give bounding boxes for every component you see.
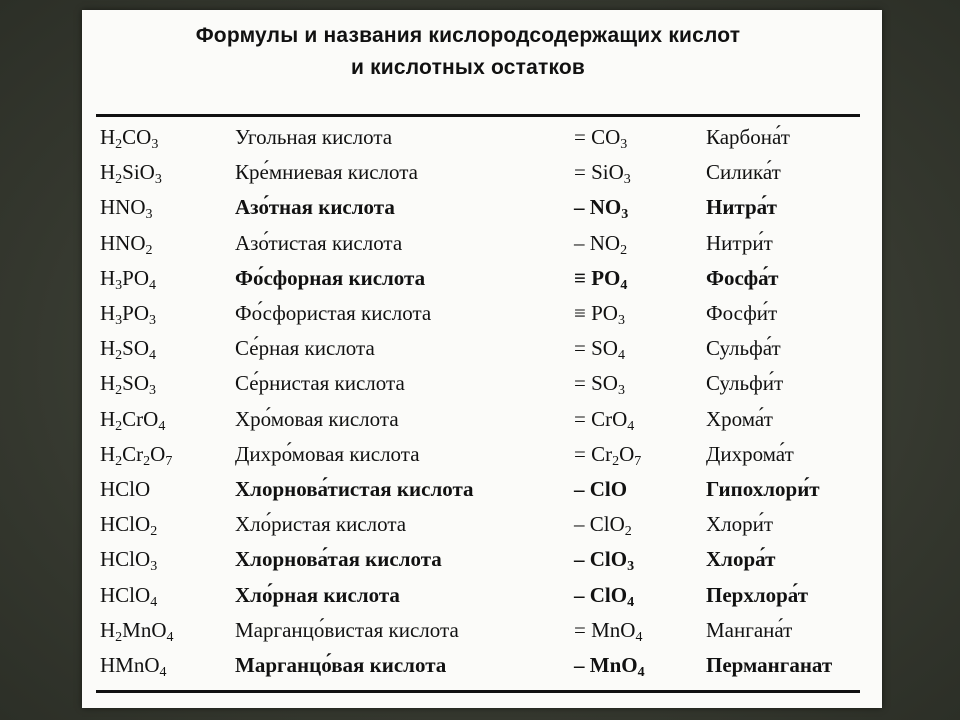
acid-residue: = $Cr_2O_7$ — [574, 441, 642, 469]
table-row — [82, 263, 882, 297]
acid-residue: = $SO_4$ — [574, 336, 625, 364]
acid-formula: $H_2CO_3$ — [100, 125, 159, 152]
acid-name: Фо́сфорная кислота — [235, 265, 426, 290]
acid-name: Хло́ристая кислота — [235, 512, 407, 537]
acid-name: Се́рнистая кислота — [235, 371, 405, 396]
acid-residue: = CrO$_4$ — [574, 406, 635, 434]
acid-formula: HClO$_4$ — [100, 582, 158, 610]
acid-residue: – ClO$_3$ — [574, 547, 635, 575]
acid-residue: – ClO — [574, 477, 628, 501]
acid-residue: ≡ $PO_3$ — [574, 301, 625, 328]
salt-name: Нитра́т — [706, 195, 777, 220]
salt-name: Карбона́т — [706, 125, 790, 149]
acid-name: Марганцо́вая кислота — [235, 653, 447, 677]
acid-name: Хро́мовая кислота — [235, 406, 399, 431]
table-row — [82, 615, 882, 649]
acid-formula: $H_2SO_3$ — [100, 371, 157, 399]
acid-name: Хлорнова́тая кислота — [235, 547, 442, 572]
salt-name: Фосфа́т — [706, 265, 779, 290]
acid-residue: – MnO$_4$ — [574, 653, 645, 680]
acids-table-sheet — [82, 10, 882, 708]
salt-name: Фосфи́т — [706, 301, 778, 325]
table-row — [82, 509, 882, 543]
acid-formula: HClO$_3$ — [100, 547, 158, 575]
salt-name: Дихрома́т — [706, 441, 794, 466]
acid-residue: – ClO$_2$ — [574, 512, 632, 540]
salt-name: Перхлора́т — [706, 582, 809, 607]
acid-name: Дихро́мовая кислота — [235, 441, 420, 466]
acid-name: Азо́тная кислота — [235, 195, 395, 220]
acid-residue: – $NO_3$ — [574, 195, 629, 223]
salt-name: Нитри́т — [706, 230, 773, 255]
table-subtitle: и кислотных остатков — [350, 56, 586, 79]
table-row — [82, 474, 882, 508]
table-row — [82, 298, 882, 332]
acid-residue: – $NO_2$ — [574, 230, 628, 258]
acid-formula: $H_3PO_3$ — [100, 301, 157, 328]
table-row — [82, 333, 882, 367]
table-row — [82, 192, 882, 226]
acid-formula: $H_3PO_4$ — [100, 265, 157, 293]
acid-residue: = MnO$_4$ — [574, 617, 643, 645]
acid-name: Марганцо́вистая кислота — [235, 617, 459, 642]
acid-formula: HClO — [100, 477, 151, 501]
acid-name: Угольная кислота — [235, 125, 393, 149]
table-row — [82, 544, 882, 578]
acid-residue: – ClO$_4$ — [574, 582, 635, 610]
salt-name: Перманганат — [706, 653, 833, 677]
table-row — [82, 404, 882, 438]
acid-residue: = SiO$_3$ — [574, 160, 631, 188]
acid-name: Азо́тистая кислота — [235, 230, 403, 255]
table-row — [82, 122, 882, 156]
table-row — [82, 650, 882, 684]
acid-formula: $H_2SO_4$ — [100, 336, 157, 364]
salt-name: Хрома́т — [706, 406, 773, 431]
salt-name: Гипохлори́т — [706, 477, 820, 501]
salt-name: Силика́т — [706, 160, 781, 185]
acid-formula: $HNO_3$ — [100, 195, 153, 223]
salt-name: Хлори́т — [706, 512, 774, 537]
acid-name: Хло́рная кислота — [235, 582, 400, 607]
acid-formula: $H_2CrO_4$ — [100, 406, 166, 434]
acid-formula: $HNO_2$ — [100, 230, 153, 258]
salt-name: Мангана́т — [706, 617, 793, 642]
acid-formula: HMnO$_4$ — [100, 653, 167, 680]
acid-formula: $H_2Cr_2O_7$ — [100, 441, 173, 469]
table-row — [82, 368, 882, 402]
acid-name: Се́рная кислота — [235, 336, 375, 361]
table-row — [82, 228, 882, 262]
table-title: Формулы и названия кислородсодержащих кислот — [195, 24, 741, 47]
salt-name: Сульфи́т — [706, 371, 784, 396]
acid-residue: = $CO_3$ — [574, 125, 628, 152]
acid-name: Хлорнова́тистая кислота — [235, 477, 474, 501]
acid-residue: ≡ $PO_4$ — [574, 265, 628, 293]
top-rule — [96, 114, 860, 117]
acid-formula: $H_2SiO_3$ — [100, 160, 162, 188]
bottom-rule — [96, 690, 860, 693]
salt-name: Хлора́т — [706, 547, 776, 572]
table-row — [82, 580, 882, 614]
acid-name: Фо́сфористая кислота — [235, 301, 432, 325]
table-row — [82, 157, 882, 191]
acid-formula: $H_2MnO_4$ — [100, 617, 174, 645]
acid-name: Кре́мниевая кислота — [235, 160, 419, 185]
acid-residue: = $SO_3$ — [574, 371, 625, 399]
salt-name: Сульфа́т — [706, 336, 781, 361]
acid-formula: HClO$_2$ — [100, 512, 158, 540]
table-row — [82, 439, 882, 473]
